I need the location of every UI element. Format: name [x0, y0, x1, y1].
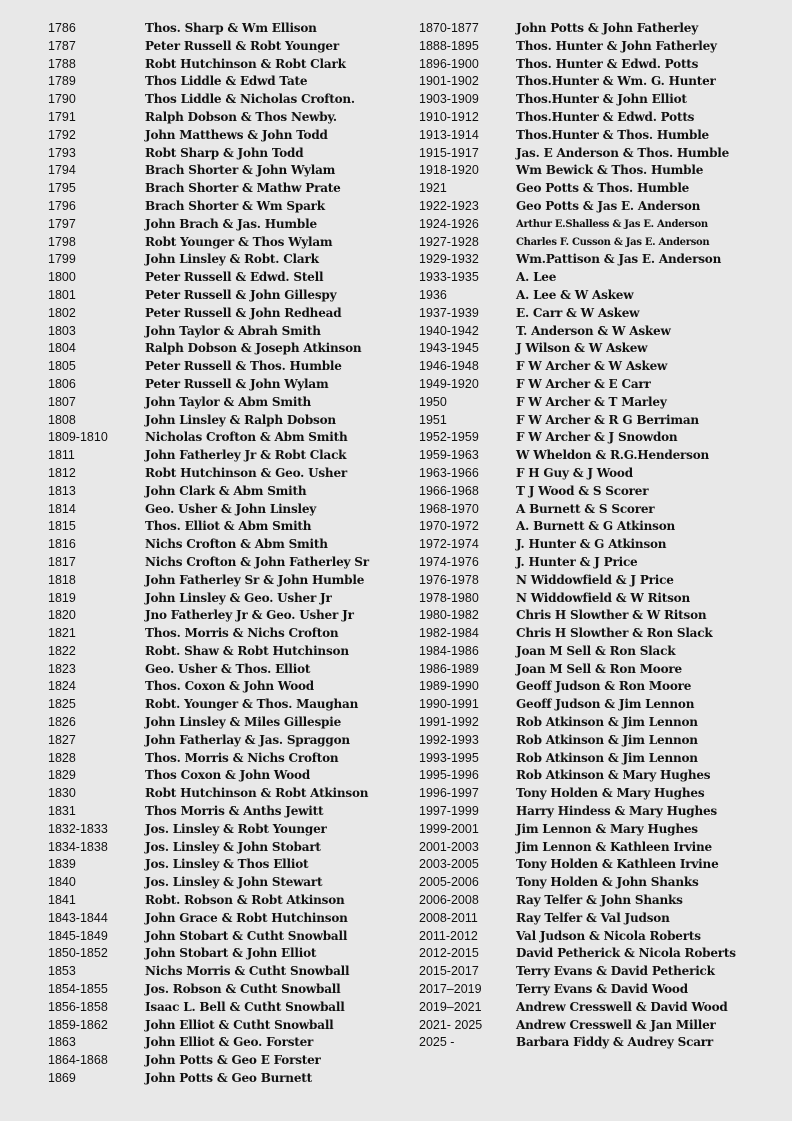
names-label: John Taylor & Abm Smith [145, 394, 312, 409]
year-label: 1952-1959 [419, 430, 479, 445]
year-label: 1795 [48, 181, 76, 196]
names-label: John Clark & Abm Smith [145, 483, 307, 498]
year-label: 1786 [48, 21, 76, 35]
names-label: Robt. Shaw & Robt Hutchinson [145, 643, 349, 658]
year-label: 1807 [48, 394, 76, 409]
names-label: Geo. Usher & John Linsley [145, 501, 317, 516]
names-label: John Potts & Geo Burnett [145, 1071, 312, 1086]
names-label: Nicholas Crofton & Abm Smith [145, 430, 348, 445]
year-label: 1832-1833 [48, 821, 108, 836]
names-label: John Linsley & Miles Gillespie [145, 715, 342, 730]
names-label: A. Lee [516, 270, 557, 285]
names-label: Ray Telfer & John Shanks [516, 893, 683, 908]
year-label: 1859-1862 [48, 1017, 108, 1032]
year-label: 1972-1974 [419, 537, 479, 552]
names-label: Barbara Fiddy & Audrey Scarr [516, 1035, 714, 1050]
year-label: 1921 [419, 181, 447, 196]
names-label: John Potts & John Fatherley [516, 21, 698, 35]
year-label: 1791 [48, 109, 76, 124]
names-label: Ralph Dobson & Joseph Atkinson [145, 341, 362, 356]
year-label: 1896-1900 [419, 56, 479, 71]
names-label: Jos. Linsley & John Stewart [145, 875, 323, 890]
names-label: Rob Atkinson & Jim Lennon [516, 750, 698, 765]
year-label: 1804 [48, 341, 76, 356]
names-label: Tony Holden & Kathleen Irvine [516, 857, 719, 872]
names-label: Peter Russell & Thos. Humble [145, 359, 342, 374]
names-label: F W Archer & T Marley [516, 394, 667, 409]
names-label: Brach Shorter & Mathw Prate [145, 181, 341, 196]
year-label: 1951 [419, 412, 447, 427]
year-label: 1843-1844 [48, 910, 108, 925]
names-label: J. Hunter & G Atkinson [516, 537, 667, 552]
year-label: 1863 [48, 1035, 76, 1050]
year-label: 1959-1963 [419, 448, 479, 463]
year-label: 1929-1932 [419, 252, 479, 267]
year-label: 1910-1912 [419, 109, 479, 124]
year-label: 1798 [48, 234, 76, 249]
names-label: Rob Atkinson & Jim Lennon [516, 732, 698, 747]
year-label: 1824 [48, 679, 76, 694]
names-label: John Stobart & Cutht Snowball [145, 928, 348, 943]
year-label: 1966-1968 [419, 483, 479, 498]
names-label: John Stobart & John Elliot [145, 946, 317, 961]
year-label: 1797 [48, 216, 76, 231]
year-label: 1829 [48, 768, 76, 783]
year-label: 1831 [48, 804, 76, 819]
year-label: 1840 [48, 875, 76, 890]
year-label: 1999-2001 [419, 821, 479, 836]
year-label: 1819 [48, 590, 76, 605]
names-label: Charles F. Cusson & Jas E. Anderson [516, 236, 710, 248]
year-label: 1787 [48, 38, 76, 53]
year-label: 1794 [48, 163, 76, 178]
names-label: Jim Lennon & Mary Hughes [516, 821, 698, 836]
year-label: 1805 [48, 359, 76, 374]
names-label: Jos. Linsley & Thos Elliot [145, 857, 309, 872]
year-label: 2011-2012 [419, 928, 478, 943]
names-label: Terry Evans & David Wood [516, 982, 688, 997]
names-label: Jos. Linsley & John Stobart [145, 839, 321, 854]
year-label: 1993-1995 [419, 750, 479, 765]
names-label: Thos. Hunter & Edwd. Potts [516, 56, 699, 71]
names-label: Thos. Elliot & Abm Smith [145, 519, 312, 534]
names-label: Robt Hutchinson & Robt Atkinson [145, 786, 369, 801]
names-label: Geo Potts & Jas E. Anderson [516, 198, 701, 213]
names-label: John Elliot & Geo. Forster [145, 1035, 314, 1050]
names-label: Thos Liddle & Nicholas Crofton. [145, 92, 355, 107]
year-label: 1933-1935 [419, 270, 479, 285]
year-label: 1870-1877 [419, 21, 479, 35]
year-label: 1800 [48, 270, 76, 285]
year-label: 1823 [48, 661, 76, 676]
year-label: 1869 [48, 1071, 76, 1086]
year-label: 1817 [48, 554, 76, 569]
year-label: 1927-1928 [419, 234, 479, 249]
names-label: Geo. Usher & Thos. Elliot [145, 661, 311, 676]
year-label: 2021- 2025 [419, 1017, 483, 1032]
year-label: 2025 - [419, 1035, 455, 1050]
year-label: 1996-1997 [419, 786, 479, 801]
year-label: 1995-1996 [419, 768, 479, 783]
year-label: 1968-1970 [419, 501, 479, 516]
names-label: Rob Atkinson & Mary Hughes [516, 768, 711, 783]
names-label: Robt Sharp & John Todd [145, 145, 304, 160]
year-label: 1949-1920 [419, 376, 479, 391]
year-label: 1992-1993 [419, 732, 479, 747]
year-label: 1924-1926 [419, 216, 479, 231]
names-label: John Fatherley Sr & John Humble [145, 572, 365, 587]
year-label: 1839 [48, 857, 76, 872]
year-label: 1841 [48, 893, 76, 908]
names-label: Peter Russell & Robt Younger [145, 38, 339, 53]
year-label: 1936 [419, 287, 447, 302]
year-label: 2003-2005 [419, 857, 479, 872]
names-label: John Fatherlay & Jas. Spraggon [145, 732, 350, 747]
names-label: Wm.Pattison & Jas E. Anderson [516, 252, 722, 267]
year-label: 1918-1920 [419, 163, 479, 178]
names-label: Nichs Crofton & Abm Smith [145, 537, 328, 552]
names-label: David Petherick & Nicola Roberts [516, 946, 736, 961]
year-label: 1822 [48, 643, 76, 658]
names-label: Brach Shorter & Wm Spark [145, 198, 325, 213]
names-label: Robt Hutchinson & Robt Clark [145, 56, 346, 71]
names-label: Geo Potts & Thos. Humble [516, 181, 690, 196]
year-label: 1845-1849 [48, 928, 108, 943]
names-label: Ray Telfer & Val Judson [516, 910, 670, 925]
names-label: Robt Younger & Thos Wylam [145, 234, 333, 249]
year-label: 1814 [48, 501, 76, 516]
year-label: 1963-1966 [419, 465, 479, 480]
names-label: John Elliot & Cutht Snowball [145, 1017, 334, 1032]
year-label: 1946-1948 [419, 359, 479, 374]
names-label: Robt Hutchinson & Geo. Usher [145, 465, 348, 480]
year-label: 1788 [48, 56, 76, 71]
year-label: 1816 [48, 537, 76, 552]
names-label: Brach Shorter & John Wylam [145, 163, 336, 178]
year-label: 1850-1852 [48, 946, 108, 961]
year-label: 1903-1909 [419, 92, 479, 107]
names-label: Jos. Robson & Cutht Snowball [145, 982, 341, 997]
year-label: 1792 [48, 127, 76, 142]
names-label: A. Burnett & G Atkinson [516, 519, 676, 534]
names-label: John Linsley & Ralph Dobson [145, 412, 336, 427]
year-label: 1888-1895 [419, 38, 479, 53]
names-label: Robt. Younger & Thos. Maughan [145, 697, 359, 712]
names-label: Jim Lennon & Kathleen Irvine [516, 839, 712, 854]
names-label: Thos. Morris & Nichs Crofton [145, 626, 339, 641]
year-label: 1812 [48, 465, 76, 480]
year-label: 1809-1810 [48, 430, 108, 445]
names-label: Peter Russell & Edwd. Stell [145, 270, 324, 285]
names-label: Peter Russell & John Redhead [145, 305, 342, 320]
year-label: 2012-2015 [419, 946, 479, 961]
year-label: 1826 [48, 715, 76, 730]
year-label: 1828 [48, 750, 76, 765]
year-label: 1806 [48, 376, 76, 391]
year-label: 1802 [48, 305, 76, 320]
names-label: Thos Morris & Anths Jewitt [145, 804, 324, 819]
year-label: 2008-2011 [419, 910, 478, 925]
names-label: John Taylor & Abrah Smith [145, 323, 321, 338]
names-label: Wm Bewick & Thos. Humble [516, 163, 704, 178]
names-label: A. Lee & W Askew [516, 287, 634, 302]
names-label: Andrew Cresswell & Jan Miller [516, 1017, 716, 1032]
year-label: 1856-1858 [48, 999, 108, 1014]
year-label: 1821 [48, 626, 76, 641]
names-label: Thos Coxon & John Wood [145, 768, 311, 783]
year-label: 1811 [48, 448, 75, 463]
year-label: 1853 [48, 964, 76, 979]
names-label: Thos. Coxon & John Wood [145, 679, 315, 694]
year-label: 2015-2017 [419, 964, 479, 979]
names-label: Joan M Sell & Ron Slack [516, 643, 676, 658]
year-label: 1854-1855 [48, 982, 108, 997]
year-label: 2001-2003 [419, 839, 479, 854]
names-label: Thos. Sharp & Wm Ellison [145, 21, 317, 35]
names-label: Harry Hindess & Mary Hughes [516, 804, 717, 819]
year-label: 1986-1989 [419, 661, 479, 676]
year-label: 1982-1984 [419, 626, 479, 641]
names-label: J Wilson & W Askew [516, 341, 648, 356]
names-label: F H Guy & J Wood [516, 465, 633, 480]
names-label: Jno Fatherley Jr & Geo. Usher Jr [145, 608, 354, 623]
names-label: Thos.Hunter & Thos. Humble [516, 127, 709, 142]
names-label: Thos.Hunter & Edwd. Potts [516, 109, 695, 124]
names-label: Geoff Judson & Jim Lennon [516, 697, 695, 712]
names-label: A Burnett & S Scorer [516, 501, 655, 516]
names-label: Tony Holden & John Shanks [516, 875, 699, 890]
year-label: 1799 [48, 252, 76, 267]
year-label: 1922-1923 [419, 198, 479, 213]
names-label: Thos. Hunter & John Fatherley [516, 38, 717, 53]
year-label: 1825 [48, 697, 76, 712]
names-label: Joan M Sell & Ron Moore [516, 661, 682, 676]
names-label: Robt. Robson & Robt Atkinson [145, 893, 345, 908]
year-label: 1818 [48, 572, 76, 587]
year-label: 1974-1976 [419, 554, 479, 569]
year-label: 1834-1838 [48, 839, 108, 854]
names-label: Geoff Judson & Ron Moore [516, 679, 692, 694]
names-label: W Wheldon & R.G.Henderson [516, 448, 710, 463]
names-label: Peter Russell & John Wylam [145, 376, 329, 391]
names-label: T J Wood & S Scorer [516, 483, 649, 498]
names-label: N Widdowfield & W Ritson [516, 590, 690, 605]
year-label: 1940-1942 [419, 323, 479, 338]
names-label: Thos. Morris & Nichs Crofton [145, 750, 339, 765]
year-label: 1808 [48, 412, 76, 427]
year-label: 2019–2021 [419, 999, 482, 1014]
year-label: 1913-1914 [419, 127, 479, 142]
names-label: F W Archer & E Carr [516, 376, 651, 391]
year-label: 1793 [48, 145, 76, 160]
year-label: 1790 [48, 92, 76, 107]
year-label: 1950 [419, 394, 447, 409]
year-label: 1820 [48, 608, 76, 623]
names-label: F W Archer & J Snowdon [516, 430, 678, 445]
names-label: Val Judson & Nicola Roberts [516, 928, 701, 943]
names-label: J. Hunter & J Price [516, 554, 638, 569]
names-label: Thos.Hunter & Wm. G. Hunter [516, 74, 716, 89]
year-label: 1980-1982 [419, 608, 479, 623]
names-label: E. Carr & W Askew [516, 305, 640, 320]
year-label: 1989-1990 [419, 679, 479, 694]
names-label: Nichs Crofton & John Fatherley Sr [145, 554, 369, 569]
names-label: Thos Liddle & Edwd Tate [145, 74, 308, 89]
year-label: 1789 [48, 74, 76, 89]
year-label: 2006-2008 [419, 893, 479, 908]
year-label: 1901-1902 [419, 74, 479, 89]
year-label: 1970-1972 [419, 519, 479, 534]
year-label: 1815 [48, 519, 76, 534]
names-label: Ralph Dobson & Thos Newby. [145, 109, 337, 124]
names-label: Nichs Morris & Cutht Snowball [145, 964, 350, 979]
names-label: Jos. Linsley & Robt Younger [145, 821, 327, 836]
names-label: Thos.Hunter & John Elliot [516, 92, 687, 107]
year-label: 1978-1980 [419, 590, 479, 605]
names-label: Terry Evans & David Petherick [516, 964, 715, 979]
names-label: Chris H Slowther & W Ritson [516, 608, 707, 623]
names-label: T. Anderson & W Askew [516, 323, 671, 338]
year-label: 1801 [48, 287, 76, 302]
names-label: John Linsley & Robt. Clark [145, 252, 319, 267]
names-label: John Grace & Robt Hutchinson [145, 910, 348, 925]
year-label: 1915-1917 [419, 145, 479, 160]
names-label: Jas. E Anderson & Thos. Humble [516, 145, 730, 160]
names-label: N Widdowfield & J Price [516, 572, 674, 587]
year-label: 2005-2006 [419, 875, 479, 890]
year-label: 1943-1945 [419, 341, 479, 356]
names-label: Chris H Slowther & Ron Slack [516, 626, 713, 641]
year-label: 1984-1986 [419, 643, 479, 658]
year-label: 1991-1992 [419, 715, 479, 730]
names-label: John Brach & Jas. Humble [145, 216, 317, 231]
year-label: 2017–2019 [419, 982, 482, 997]
year-label: 1813 [48, 483, 76, 498]
names-label: F W Archer & W Askew [516, 359, 668, 374]
year-label: 1976-1978 [419, 572, 479, 587]
year-label: 1830 [48, 786, 76, 801]
names-label: Peter Russell & John Gillespy [145, 287, 337, 302]
names-label: John Linsley & Geo. Usher Jr [145, 590, 332, 605]
year-label: 1796 [48, 198, 76, 213]
year-label: 1864-1868 [48, 1053, 108, 1068]
names-label: John Fatherley Jr & Robt Clack [145, 448, 347, 463]
names-label: Isaac L. Bell & Cutht Snowball [145, 999, 345, 1014]
names-label: F W Archer & R G Berriman [516, 412, 699, 427]
names-label: Tony Holden & Mary Hughes [516, 786, 705, 801]
names-label: Rob Atkinson & Jim Lennon [516, 715, 698, 730]
year-label: 1803 [48, 323, 76, 338]
names-label: Arthur E.Shalless & Jas E. Anderson [516, 218, 708, 230]
year-label: 1937-1939 [419, 305, 479, 320]
names-label: Andrew Cresswell & David Wood [516, 999, 728, 1014]
year-label: 1997-1999 [419, 804, 479, 819]
year-label: 1990-1991 [419, 697, 479, 712]
names-label: John Matthews & John Todd [145, 127, 328, 142]
names-label: John Potts & Geo E Forster [145, 1053, 321, 1068]
year-label: 1827 [48, 732, 76, 747]
